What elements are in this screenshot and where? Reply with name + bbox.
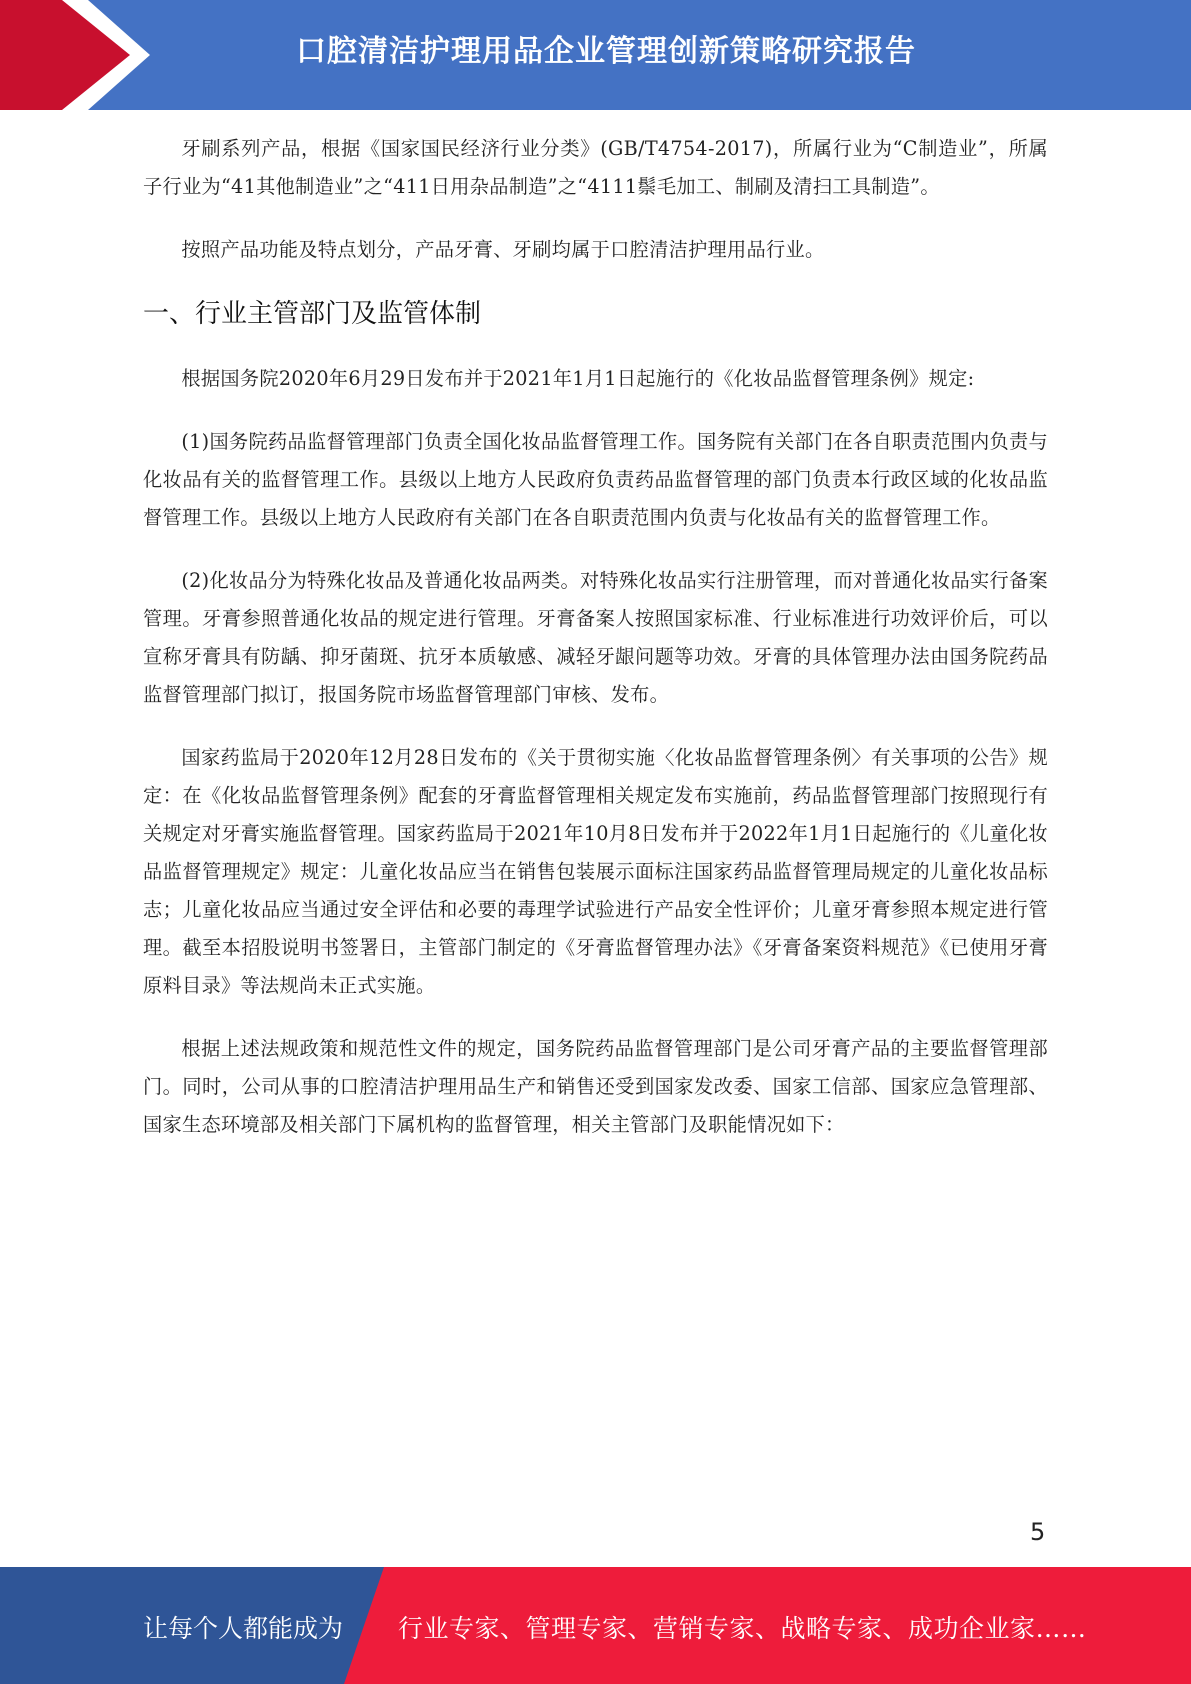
section-heading: 一、行业主管部门及监管体制 [143, 299, 482, 329]
page-footer [0, 1567, 1191, 1684]
chevron-red-shape [0, 0, 130, 110]
page-number: 5 [1030, 1518, 1046, 1546]
paragraph-regulatory-authorities: 根据上述法规政策和规范性文件的规定，国务院药品监督管理部门是公司牙膏产品的主要监督管理部门。同时，公司从事的口腔清洁护理用品生产和销售还受到国家发改委、国家工信部、国家应急管理部、国家生态环境部及相关部门下属机构的监督管理，相关主管部门及职能情况如下： [143, 1037, 1048, 1136]
paragraph-nmpa-announcement: 国家药监局于2020年12月28日发布的《关于贯彻实施〈化妆品监督管理条例〉有关事项的公告》规定：在《化妆品监督管理条例》配套的牙膏监督管理相关规定发布实施前，药品监督管理部门按照现行有关规定对牙膏实施监督管理。国家药监局于2021年10月8日发布并于2022年1月1日起施行的《儿童化妆品监督管理规定》规定：儿童化妆品应当在销售包装展示面标注国家药品监督管理局规定的儿童化妆品标志；儿童化妆品应当通过安全评估和必要的毒理学试验进行产品安全性评价；儿童牙膏参照本规定进行管理。截至本招股说明书签署日，主管部门制定的《牙膏监督管理办法》《牙膏备案资料规范》《已使用牙膏原料目录》等法规尚未正式实施。 [143, 746, 1048, 997]
paragraph-industry-classification: 牙刷系列产品，根据《国家国民经济行业分类》(GB/T4754-2017)，所属行业为“C制造业”，所属子行业为“41其他制造业”之“411日用杂品制造”之“4111鬃毛加工、制刷及清扫工具制造”。 [143, 137, 1048, 198]
paragraph-regulation-item-1: (1)国务院药品监督管理部门负责全国化妆品监督管理工作。国务院有关部门在各自职责范围内负责与化妆品有关的监督管理工作。县级以上地方人民政府负责药品监督管理的部门负责本行政区域的化妆品监督管理工作。县级以上地方人民政府有关部门在各自职责范围内负责与化妆品有关的监督管理工作。 [143, 430, 1048, 529]
page-header [0, 0, 1191, 110]
paragraph-product-category: 按照产品功能及特点划分，产品牙膏、牙刷均属于口腔清洁护理用品行业。 [181, 238, 825, 261]
document-title: 口腔清洁护理用品企业管理创新策略研究报告 [296, 34, 916, 69]
document-body [143, 130, 1048, 1169]
paragraph-regulation-intro: 根据国务院2020年6月29日发布并于2021年1月1日起施行的《化妆品监督管理条例》规定: [181, 367, 975, 390]
footer-slogan-left: 让每个人都能成为 [143, 1614, 344, 1643]
footer-slogan-right: 行业专家、管理专家、营销专家、战略专家、成功企业家…… [398, 1614, 1087, 1643]
paragraph-regulation-item-2: (2)化妆品分为特殊化妆品及普通化妆品两类。对特殊化妆品实行注册管理，而对普通化妆品实行备案管理。牙膏参照普通化妆品的规定进行管理。牙膏备案人按照国家标准、行业标准进行功效评价后，可以宣称牙膏具有防龋、抑牙菌斑、抗牙本质敏感、减轻牙龈问题等功效。牙膏的具体管理办法由国务院药品监督管理部门拟订，报国务院市场监督管理部门审核、发布。 [143, 569, 1048, 706]
